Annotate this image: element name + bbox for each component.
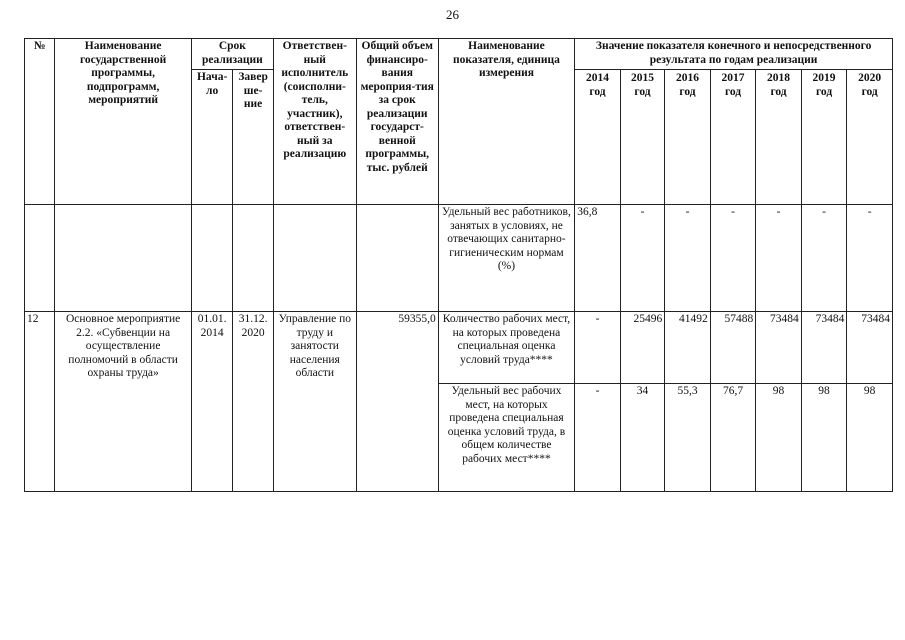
value-cell: - [665, 205, 711, 312]
header-responsible: Ответствен-ный исполнитель (соисполни-тель, участник), ответствен-ный за реализацию [273, 39, 356, 205]
value-cell: 98 [756, 384, 802, 492]
indicator-label: Удельный вес рабочих мест, на которых проведена специальная оценка условий труда, в общем количестве рабочих мест**** [438, 384, 575, 492]
header-start: Нача-ло [191, 70, 232, 205]
value-cell: - [847, 205, 893, 312]
value-cell: - [575, 384, 621, 492]
value-cell: 73484 [756, 312, 802, 384]
header-indicator: Наименование показателя, единица измерения [438, 39, 575, 205]
header-year-2016: 2016 год [665, 70, 711, 205]
value-cell: 98 [801, 384, 847, 492]
header-end: Завер ше-ние [233, 70, 273, 205]
value-cell: 98 [847, 384, 893, 492]
header-year-2017: 2017 год [710, 70, 756, 205]
end-date: 31.12. 2020 [233, 312, 273, 492]
header-num: № [25, 39, 55, 205]
page-number: 26 [446, 7, 459, 22]
funding-volume: 59355,0 [356, 312, 438, 492]
value-cell: 76,7 [710, 384, 756, 492]
header-year-2015: 2015 год [620, 70, 665, 205]
value-cell: - [756, 205, 802, 312]
header-year-2014: 2014 год [575, 70, 621, 205]
header-volume: Общий объем финансиро-вания мероприя-тия за срок реализации государст-венной программы, тыс. рублей [356, 39, 438, 205]
value-cell: 41492 [665, 312, 711, 384]
measure-name: Основное мероприятие 2.2. «Субвенции на осуществление полномочий в области охраны труда» [55, 312, 192, 492]
indicators-table [24, 38, 893, 492]
value-cell: - [575, 312, 621, 384]
value-cell: - [620, 205, 665, 312]
value-cell: 57488 [710, 312, 756, 384]
header-values-group: Значение показателя конечного и непосредственного результата по годам реализации [575, 39, 893, 70]
value-cell: 73484 [847, 312, 893, 384]
header-period: Срок реализации [191, 39, 273, 70]
value-cell: 25496 [620, 312, 665, 384]
value-cell: 34 [620, 384, 665, 492]
value-cell: 36,8 [575, 205, 621, 312]
row-number: 12 [25, 312, 55, 492]
value-cell: - [801, 205, 847, 312]
header-name: Наименование государственной программы, подпрограмм, мероприятий [55, 39, 192, 205]
table-row [25, 205, 893, 312]
responsible-executor: Управление по труду и занятости населения области [273, 312, 356, 492]
value-cell: - [710, 205, 756, 312]
indicator-label: Удельный вес работников, занятых в условиях, не отвечающих санитарно-гигиеническим нормам (%) [438, 205, 575, 312]
header-year-2019: 2019 год [801, 70, 847, 205]
header-year-2020: 2020 год [847, 70, 893, 205]
header-year-2018: 2018 год [756, 70, 802, 205]
indicator-label: Количество рабочих мест, на которых проведена специальная оценка условий труда**** [438, 312, 575, 384]
start-date: 01.01. 2014 [191, 312, 232, 492]
table-row [25, 312, 893, 384]
value-cell: 55,3 [665, 384, 711, 492]
value-cell: 73484 [801, 312, 847, 384]
